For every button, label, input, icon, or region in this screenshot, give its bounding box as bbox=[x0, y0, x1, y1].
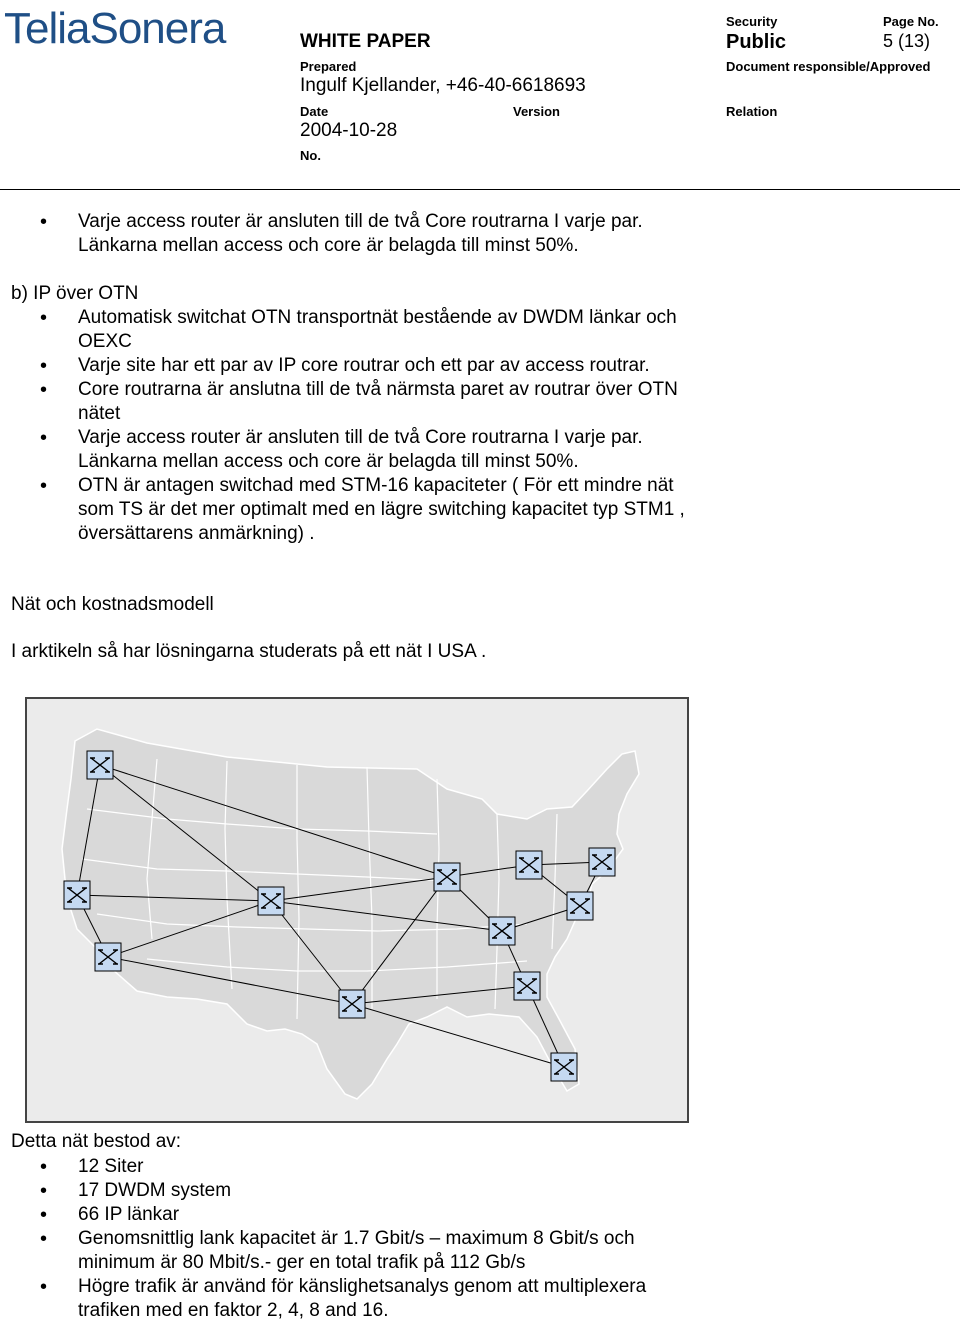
oxc-switch-icon bbox=[87, 751, 113, 779]
list-item: • Genomsnittlig lank kapacitet är 1.7 Gbit/s – maximum 8 Gbit/s och minimum är 80 Mbit/s.- ger en total trafik på 112 Gb/s bbox=[0, 1227, 698, 1275]
list-item: • Varje access router är ansluten till de två Core routrarna I varje par. Länkarna mellan access och core är belagda till minst 50%. bbox=[0, 426, 698, 474]
list-item: • Varje access router är ansluten till de två Core routrarna I varje par. Länkarna mellan access och core är belagda till minst 50%. bbox=[0, 210, 698, 258]
date-label: Date bbox=[300, 104, 329, 119]
oxc-switch-icon bbox=[516, 851, 542, 879]
oxc-switch-icon bbox=[95, 943, 121, 971]
list-item: • Core routrarna är anslutna till de två närmsta paret av routrar över OTN nätet bbox=[0, 378, 698, 426]
teliasonera-logo: TeliaSonera bbox=[4, 4, 226, 53]
oxc-switch-icon bbox=[434, 863, 460, 891]
oxc-switch-icon bbox=[258, 887, 284, 915]
usa-land bbox=[62, 729, 639, 1099]
list-item: • Högre trafik är använd för känslighetsanalys genom att multiplexera trafiken med en faktor 2, 4, 8 and 16. bbox=[0, 1275, 698, 1323]
version-label: Version bbox=[513, 104, 560, 119]
bullet-list-3 bbox=[0, 1155, 698, 1323]
prepared-label: Prepared bbox=[300, 59, 357, 74]
responsible-label: Document responsible/Approved bbox=[726, 59, 931, 74]
bullet-list-1 bbox=[0, 210, 698, 258]
prepared-value: Ingulf Kjellander, +46-40-6618693 bbox=[300, 75, 586, 96]
list-item: • 66 IP länkar bbox=[0, 1203, 698, 1227]
list-item: • OTN är antagen switchad med STM-16 kapaciteter ( För ett mindre nät som TS är det mer optimalt med en lägre switching kapacitet typ STM1 , översättarens anmärkning) . bbox=[0, 474, 698, 546]
usa-paragraph: I arktikeln så har lösningarna studerats på ett nät I USA . bbox=[11, 641, 487, 662]
list-item: • Varje site har ett par av IP core routrar och ett par av access routrar. bbox=[0, 354, 698, 378]
document-type: WHITE PAPER bbox=[300, 31, 431, 52]
list-item: • 12 Siter bbox=[0, 1155, 698, 1179]
security-label: Security bbox=[726, 14, 778, 29]
section-b-heading: b) IP över OTN bbox=[11, 283, 139, 304]
page-label: Page No. bbox=[883, 14, 939, 29]
security-value: Public bbox=[726, 31, 787, 53]
date-value: 2004-10-28 bbox=[300, 120, 398, 141]
network-intro: Detta nät bestod av: bbox=[11, 1131, 182, 1152]
header-divider bbox=[0, 189, 960, 190]
relation-label: Relation bbox=[726, 104, 778, 119]
oxc-switch-icon bbox=[339, 990, 365, 1018]
no-label: No. bbox=[300, 148, 321, 163]
oxc-switch-icon bbox=[489, 917, 515, 945]
list-item: • Automatisk switchat OTN transportnät bestående av DWDM länkar och OEXC bbox=[0, 306, 698, 354]
list-item: • 17 DWDM system bbox=[0, 1179, 698, 1203]
page-value: 5 (13) bbox=[883, 31, 931, 51]
oxc-switch-icon bbox=[589, 848, 615, 876]
oxc-switch-icon bbox=[64, 881, 90, 909]
usa-map-svg bbox=[27, 699, 687, 1121]
oxc-switch-icon bbox=[514, 972, 540, 1000]
bullet-list-2 bbox=[0, 306, 698, 546]
oxc-switch-icon bbox=[551, 1053, 577, 1081]
usa-network-map bbox=[25, 697, 689, 1123]
oxc-switch-icon bbox=[567, 892, 593, 920]
network-heading: Nät och kostnadsmodell bbox=[11, 594, 214, 615]
